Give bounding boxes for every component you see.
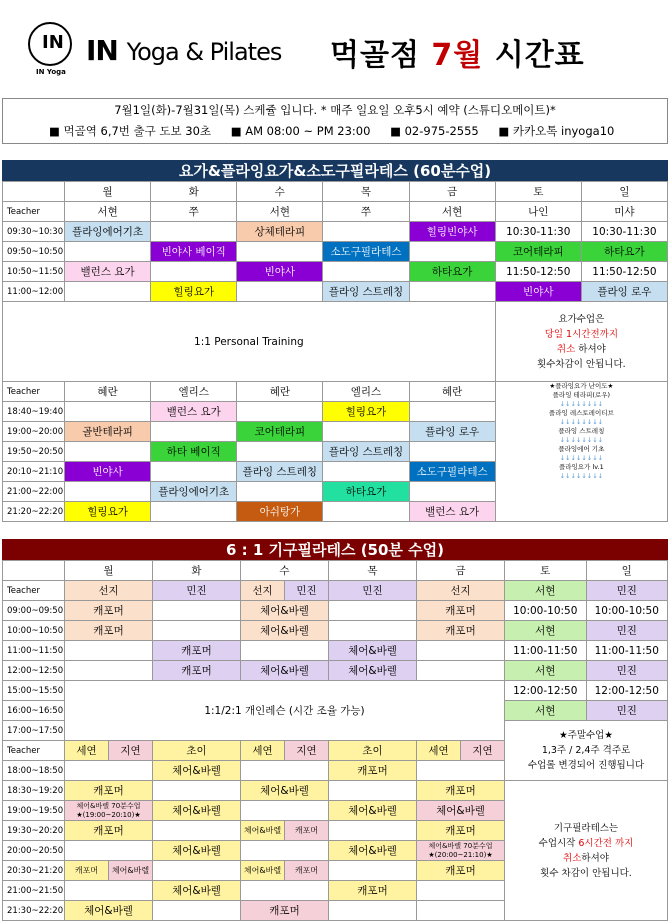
class-cell <box>329 621 417 641</box>
class-cell <box>153 621 241 641</box>
class-cell: 빈야사 베이직 <box>151 242 237 262</box>
time: 18:40~19:40 <box>3 402 65 422</box>
time: 15:00~15:50 <box>3 681 65 701</box>
class-cell <box>65 242 151 262</box>
class-cell <box>409 242 495 262</box>
day: 토 <box>495 182 581 202</box>
flying-level-chart <box>495 382 667 522</box>
teacher: 서현 <box>65 202 151 222</box>
class-cell: 10:30-11:30 <box>495 222 581 242</box>
class-cell <box>153 861 241 881</box>
teacher-row <box>3 202 668 222</box>
table-row <box>3 781 668 801</box>
class-cell: 캐포머 <box>417 621 505 641</box>
teacher: 지연 <box>461 741 505 761</box>
day: 수 <box>237 182 323 202</box>
day: 월 <box>65 561 153 581</box>
chain-item: 플라잉 레스토레이티브 <box>548 409 614 417</box>
class-cell: 캐포머 <box>65 821 153 841</box>
title-month: 7월 <box>431 38 484 73</box>
class-cell <box>153 901 241 921</box>
notice-line: 횟수 차감이 안됩니다. <box>540 867 632 879</box>
class-cell: 상체테라피 <box>237 222 323 242</box>
time: 18:00~18:50 <box>3 761 65 781</box>
class-cell: 캐포머 <box>65 781 153 801</box>
yoga-notice <box>495 302 667 382</box>
table-row <box>3 282 668 302</box>
info-box <box>2 98 668 144</box>
time: 18:30~19:20 <box>3 781 65 801</box>
class-cell <box>65 801 153 821</box>
class-cell <box>417 661 505 681</box>
class-cell: 체어&바렐 <box>153 801 241 821</box>
teacher: 엘리스 <box>151 382 237 402</box>
table-row <box>3 222 668 242</box>
class-cell: 11:50-12:50 <box>495 262 581 282</box>
class-cell: 체어&바렐 <box>329 641 417 661</box>
brand-name <box>86 34 281 67</box>
teacher: 서현 <box>505 581 587 601</box>
time: 20:30~21:20 <box>3 861 65 881</box>
chain-item: 플라잉요가 lv.1 <box>558 463 604 471</box>
class-cell <box>237 282 323 302</box>
class-cell: 플라잉에어기초 <box>65 222 151 242</box>
class-cell: 12:00-12:50 <box>505 681 587 701</box>
class-cell: 10:00-10:50 <box>586 601 668 621</box>
notice-line: ★주말수업★ <box>559 730 613 741</box>
class-cell: 캐포머 <box>417 821 505 841</box>
class-cell: 캐포머 <box>153 661 241 681</box>
class-cell: 빈야사 <box>65 462 151 482</box>
class-cell: 체어&바렐 <box>329 801 417 821</box>
page-title <box>330 30 585 74</box>
class-cell: 11:50-12:50 <box>581 262 667 282</box>
arrow-icon: ↓↓↓↓↓↓↓↓ <box>559 418 604 426</box>
class-cell <box>241 881 329 901</box>
class-cell: 플라잉 스트레칭 <box>237 462 323 482</box>
day: 금 <box>417 561 505 581</box>
class-cell: 체어&바렐 <box>109 861 153 881</box>
table-row <box>3 641 668 661</box>
notice-line: 수업롤 변경되어 진행됩니다 <box>527 760 645 771</box>
pilates-section-title: 6 : 1 기구필라테스 (50분 수업) <box>2 539 668 561</box>
class-cell: 체어&바렐 <box>241 781 329 801</box>
logo-mark: IN <box>42 32 64 53</box>
pilates-table <box>2 560 668 921</box>
class-cell: 하타요가 <box>323 482 409 502</box>
time: 09:50~10:50 <box>3 242 65 262</box>
class-cell: 체어&바렐 <box>329 841 417 861</box>
chain-item: 플라잉에어 기초 <box>558 445 605 453</box>
notice-cancel: 취소 <box>556 343 576 355</box>
class-cell <box>65 442 151 462</box>
class-cell: 캐포머 <box>417 781 505 801</box>
notice-line: 당일 1시간전까지 <box>544 328 618 340</box>
teacher: 민진 <box>153 581 241 601</box>
time: 19:50~20:50 <box>3 442 65 462</box>
teacher: 미샤 <box>581 202 667 222</box>
class-cell <box>151 262 237 282</box>
class-cell: 체어&바렐 <box>153 881 241 901</box>
class-cell: 체어&바렐 <box>65 901 153 921</box>
info-line <box>49 123 667 139</box>
teacher-label: Teacher <box>3 581 65 601</box>
class-cell <box>65 641 153 661</box>
table-row <box>3 262 668 282</box>
class-cell <box>65 661 153 681</box>
class-cell: 캐포머 <box>65 601 153 621</box>
personal-row <box>3 302 668 382</box>
class-cell <box>151 222 237 242</box>
class-cell: 체어&바렐 <box>241 621 329 641</box>
empty-cell <box>3 561 65 581</box>
class-cell <box>237 482 323 502</box>
teacher: 세연 <box>417 741 461 761</box>
class-cell: 플라잉 로우 <box>409 422 495 442</box>
class-cell <box>329 821 417 841</box>
teacher: 서현 <box>409 202 495 222</box>
pilates-notice <box>505 781 668 921</box>
day: 목 <box>323 182 409 202</box>
class-cell <box>409 282 495 302</box>
class-cell <box>237 442 323 462</box>
class-cell: 아쉬탕가 <box>237 502 323 522</box>
day: 일 <box>581 182 667 202</box>
hours: ■ AM 08:00 ~ PM 23:00 <box>230 124 371 138</box>
teacher: 세연 <box>65 741 109 761</box>
teacher: 초이 <box>329 741 417 761</box>
notice-line: 요가수업은 <box>558 313 605 325</box>
class-cell: 힐링빈야사 <box>409 222 495 242</box>
time: 09:00~09:50 <box>3 601 65 621</box>
day: 일 <box>586 561 668 581</box>
teacher: 선지 <box>241 581 285 601</box>
class-cell <box>241 841 329 861</box>
class-cell: 코어테라피 <box>495 242 581 262</box>
class-cell: 플라잉 스트레칭 <box>323 282 409 302</box>
class-cell <box>417 881 505 901</box>
time: 10:50~11:50 <box>3 262 65 282</box>
class-cell <box>417 841 505 861</box>
day-header-row <box>3 561 668 581</box>
table-row <box>3 242 668 262</box>
class-cell: 민진 <box>586 621 668 641</box>
teacher: 혜란 <box>65 382 151 402</box>
class-cell <box>409 482 495 502</box>
class-cell: 힐링요가 <box>323 402 409 422</box>
notice-line: 수업시작 <box>538 837 576 849</box>
class-cell: 하타 베이직 <box>151 442 237 462</box>
chain-item: 플라잉 스트레칭 <box>558 427 605 435</box>
class-cell: 캐포머 <box>329 881 417 901</box>
schedule-period: 7월1일(화)-7월31일(목) 스케쥴 입니다. * 매주 일요일 오후5시 예약 (스튜디오메이트)* <box>114 103 556 117</box>
teacher: 민진 <box>285 581 329 601</box>
teacher: 혜란 <box>237 382 323 402</box>
teacher-label: Teacher <box>3 202 65 222</box>
teacher: 초이 <box>153 741 241 761</box>
teacher-label: Teacher <box>3 382 65 402</box>
day: 월 <box>65 182 151 202</box>
logo-icon <box>28 22 72 76</box>
logo-sub: IN Yoga <box>36 68 66 76</box>
teacher: 선지 <box>417 581 505 601</box>
class-cell <box>323 262 409 282</box>
private-lesson: 1:1/2:1 개인레슨 (시간 조율 가능) <box>65 681 505 741</box>
class-cell <box>65 761 153 781</box>
time: 20:00~20:50 <box>3 841 65 861</box>
class-cell: 소도구필라테스 <box>409 462 495 482</box>
time: 11:00~11:50 <box>3 641 65 661</box>
class-cell: 캐포머 <box>241 901 329 921</box>
class-cell: 서현 <box>505 621 587 641</box>
class-cell <box>323 502 409 522</box>
location: ■ 먹골역 6,7번 출구 도보 30초 <box>49 124 212 138</box>
class-cell <box>329 861 417 881</box>
class-cell <box>329 781 417 801</box>
class-cell <box>329 901 417 921</box>
day: 화 <box>153 561 241 581</box>
teacher: 선지 <box>65 581 153 601</box>
brand-rest: Yoga & Pilates <box>126 38 282 66</box>
table-row <box>3 601 668 621</box>
class-cell <box>237 402 323 422</box>
time: 11:00~12:00 <box>3 282 65 302</box>
arrow-icon: ↓↓↓↓↓↓↓↓ <box>559 400 604 408</box>
class-cell: 10:00-10:50 <box>505 601 587 621</box>
class-cell <box>153 821 241 841</box>
time: 19:30~20:20 <box>3 821 65 841</box>
class-cell: 캐포머 <box>329 761 417 781</box>
time: 19:00~19:50 <box>3 801 65 821</box>
personal-training: 1:1 Personal Training <box>3 302 496 382</box>
arrow-icon: ↓↓↓↓↓↓↓↓ <box>559 454 604 462</box>
day: 토 <box>505 561 587 581</box>
teacher-label: Teacher <box>3 741 65 761</box>
class-cell: 골반테라피 <box>65 422 151 442</box>
time: 19:00~20:00 <box>3 422 65 442</box>
time: 12:00~12:50 <box>3 661 65 681</box>
day: 목 <box>329 561 417 581</box>
class-cell <box>417 641 505 661</box>
special-time: ★(20:00~21:10)★ <box>428 850 493 859</box>
class-cell: 12:00-12:50 <box>586 681 668 701</box>
class-cell: 서현 <box>505 701 587 721</box>
table-row <box>3 681 668 701</box>
special-class: 체어&바렐 70분수업 <box>76 801 141 810</box>
class-cell <box>417 761 505 781</box>
time: 16:00~16:50 <box>3 701 65 721</box>
teacher: 민진 <box>329 581 417 601</box>
day: 수 <box>241 561 329 581</box>
class-cell <box>409 442 495 462</box>
notice-line: 기구필라테스는 <box>553 822 619 834</box>
class-cell <box>323 462 409 482</box>
class-cell <box>241 641 329 661</box>
day: 금 <box>409 182 495 202</box>
class-cell: 민진 <box>586 701 668 721</box>
class-cell: 밸런스 요가 <box>65 262 151 282</box>
teacher: 혜란 <box>409 382 495 402</box>
teacher: 세연 <box>241 741 285 761</box>
yoga-table <box>2 181 668 522</box>
class-cell: 하타요가 <box>581 242 667 262</box>
class-cell: 체어&바렐 <box>241 601 329 621</box>
teacher: 지연 <box>109 741 153 761</box>
class-cell: 밸런스 요가 <box>409 502 495 522</box>
notice-line: 하셔야 <box>578 343 606 355</box>
class-cell <box>151 462 237 482</box>
class-cell: 11:00-11:50 <box>505 641 587 661</box>
class-cell: 캐포머 <box>417 601 505 621</box>
class-cell <box>151 502 237 522</box>
class-cell <box>409 402 495 422</box>
class-cell <box>65 841 153 861</box>
teacher: 서현 <box>237 202 323 222</box>
class-cell: 밸런스 요가 <box>151 402 237 422</box>
time: 21:00~22:00 <box>3 482 65 502</box>
class-cell: 체어&바렐 <box>241 861 285 881</box>
arrow-icon: ↓↓↓↓↓↓↓↓ <box>559 472 604 480</box>
class-cell: 코어테라피 <box>237 422 323 442</box>
class-cell <box>65 402 151 422</box>
class-cell: 힐링요가 <box>151 282 237 302</box>
class-cell: 캐포머 <box>285 821 329 841</box>
class-cell <box>153 601 241 621</box>
time: 10:00~10:50 <box>3 621 65 641</box>
teacher: 쭈 <box>323 202 409 222</box>
class-cell <box>323 222 409 242</box>
class-cell <box>153 781 241 801</box>
class-cell: 10:30-11:30 <box>581 222 667 242</box>
title-branch: 먹골점 <box>330 38 420 73</box>
time: 21:20~22:20 <box>3 502 65 522</box>
notice-line: 1,3주 / 2,4주 격주로 <box>541 745 631 756</box>
class-cell <box>65 881 153 901</box>
class-cell <box>323 422 409 442</box>
class-cell: 플라잉에어기초 <box>151 482 237 502</box>
class-cell: 체어&바렐 <box>417 801 505 821</box>
class-cell: 체어&바렐 <box>241 821 285 841</box>
title-label: 시간표 <box>494 38 585 73</box>
class-cell: 플라잉 로우 <box>581 282 667 302</box>
class-cell: 캐포머 <box>417 861 505 881</box>
class-cell: 체어&바렐 <box>153 761 241 781</box>
teacher-row <box>3 382 668 402</box>
class-cell: 캐포머 <box>285 861 329 881</box>
class-cell: 체어&바렐 <box>329 661 417 681</box>
brand-in: IN <box>86 34 118 67</box>
class-cell <box>329 601 417 621</box>
class-cell: 힐링요가 <box>65 502 151 522</box>
class-cell: 체어&바렐 <box>153 841 241 861</box>
class-cell <box>417 901 505 921</box>
notice-line: 하셔야 <box>581 852 609 864</box>
class-cell: 빈야사 <box>237 262 323 282</box>
class-cell: 플라잉 스트레칭 <box>323 442 409 462</box>
teacher: 민진 <box>586 581 668 601</box>
notice-line: 횟수차감이 안됩니다. <box>537 358 626 370</box>
special-time: ★(19:00~20:10)★ <box>76 810 141 819</box>
empty-cell <box>3 182 65 202</box>
teacher: 나인 <box>495 202 581 222</box>
notice-deadline: 6시간전 까지 <box>578 837 634 849</box>
class-cell <box>65 482 151 502</box>
arrow-icon: ↓↓↓↓↓↓↓↓ <box>559 436 604 444</box>
time: 20:10~21:10 <box>3 462 65 482</box>
kakao: ■ 카카오톡 inyoga10 <box>498 124 615 138</box>
phone: ■ 02-975-2555 <box>390 124 479 138</box>
class-cell <box>65 282 151 302</box>
time: 09:30~10:30 <box>3 222 65 242</box>
teacher: 쭈 <box>151 202 237 222</box>
header <box>0 0 670 100</box>
class-cell: 하타요가 <box>409 262 495 282</box>
class-cell: 캐포머 <box>65 621 153 641</box>
weekend-notice <box>505 721 668 781</box>
class-cell: 서현 <box>505 661 587 681</box>
time: 17:00~17:50 <box>3 721 65 741</box>
class-cell <box>151 422 237 442</box>
class-cell <box>241 761 329 781</box>
class-cell <box>237 242 323 262</box>
class-cell: 캐포머 <box>153 641 241 661</box>
day-header-row <box>3 182 668 202</box>
teacher-row <box>3 581 668 601</box>
teacher: 지연 <box>285 741 329 761</box>
yoga-section-title: 요가&플라잉요가&소도구필라테스 (60분수업) <box>2 160 668 182</box>
class-cell: 민진 <box>586 661 668 681</box>
table-row <box>3 661 668 681</box>
chain-title: ★플라잉요가 난이도★ <box>549 382 614 390</box>
class-cell: 빈야사 <box>495 282 581 302</box>
day: 화 <box>151 182 237 202</box>
special-class: 체어&바렐 70분수업 <box>428 841 493 850</box>
notice-cancel: 취소 <box>563 852 582 864</box>
class-cell <box>241 801 329 821</box>
class-cell: 체어&바렐 <box>241 661 329 681</box>
time: 21:30~22:20 <box>3 901 65 921</box>
table-row <box>3 621 668 641</box>
class-cell: 소도구필라테스 <box>323 242 409 262</box>
time: 21:00~21:50 <box>3 881 65 901</box>
class-cell: 캐포머 <box>65 861 109 881</box>
chain-item: 플라잉 테라피(로우) <box>552 391 611 399</box>
teacher: 엘리스 <box>323 382 409 402</box>
class-cell: 11:00-11:50 <box>586 641 668 661</box>
